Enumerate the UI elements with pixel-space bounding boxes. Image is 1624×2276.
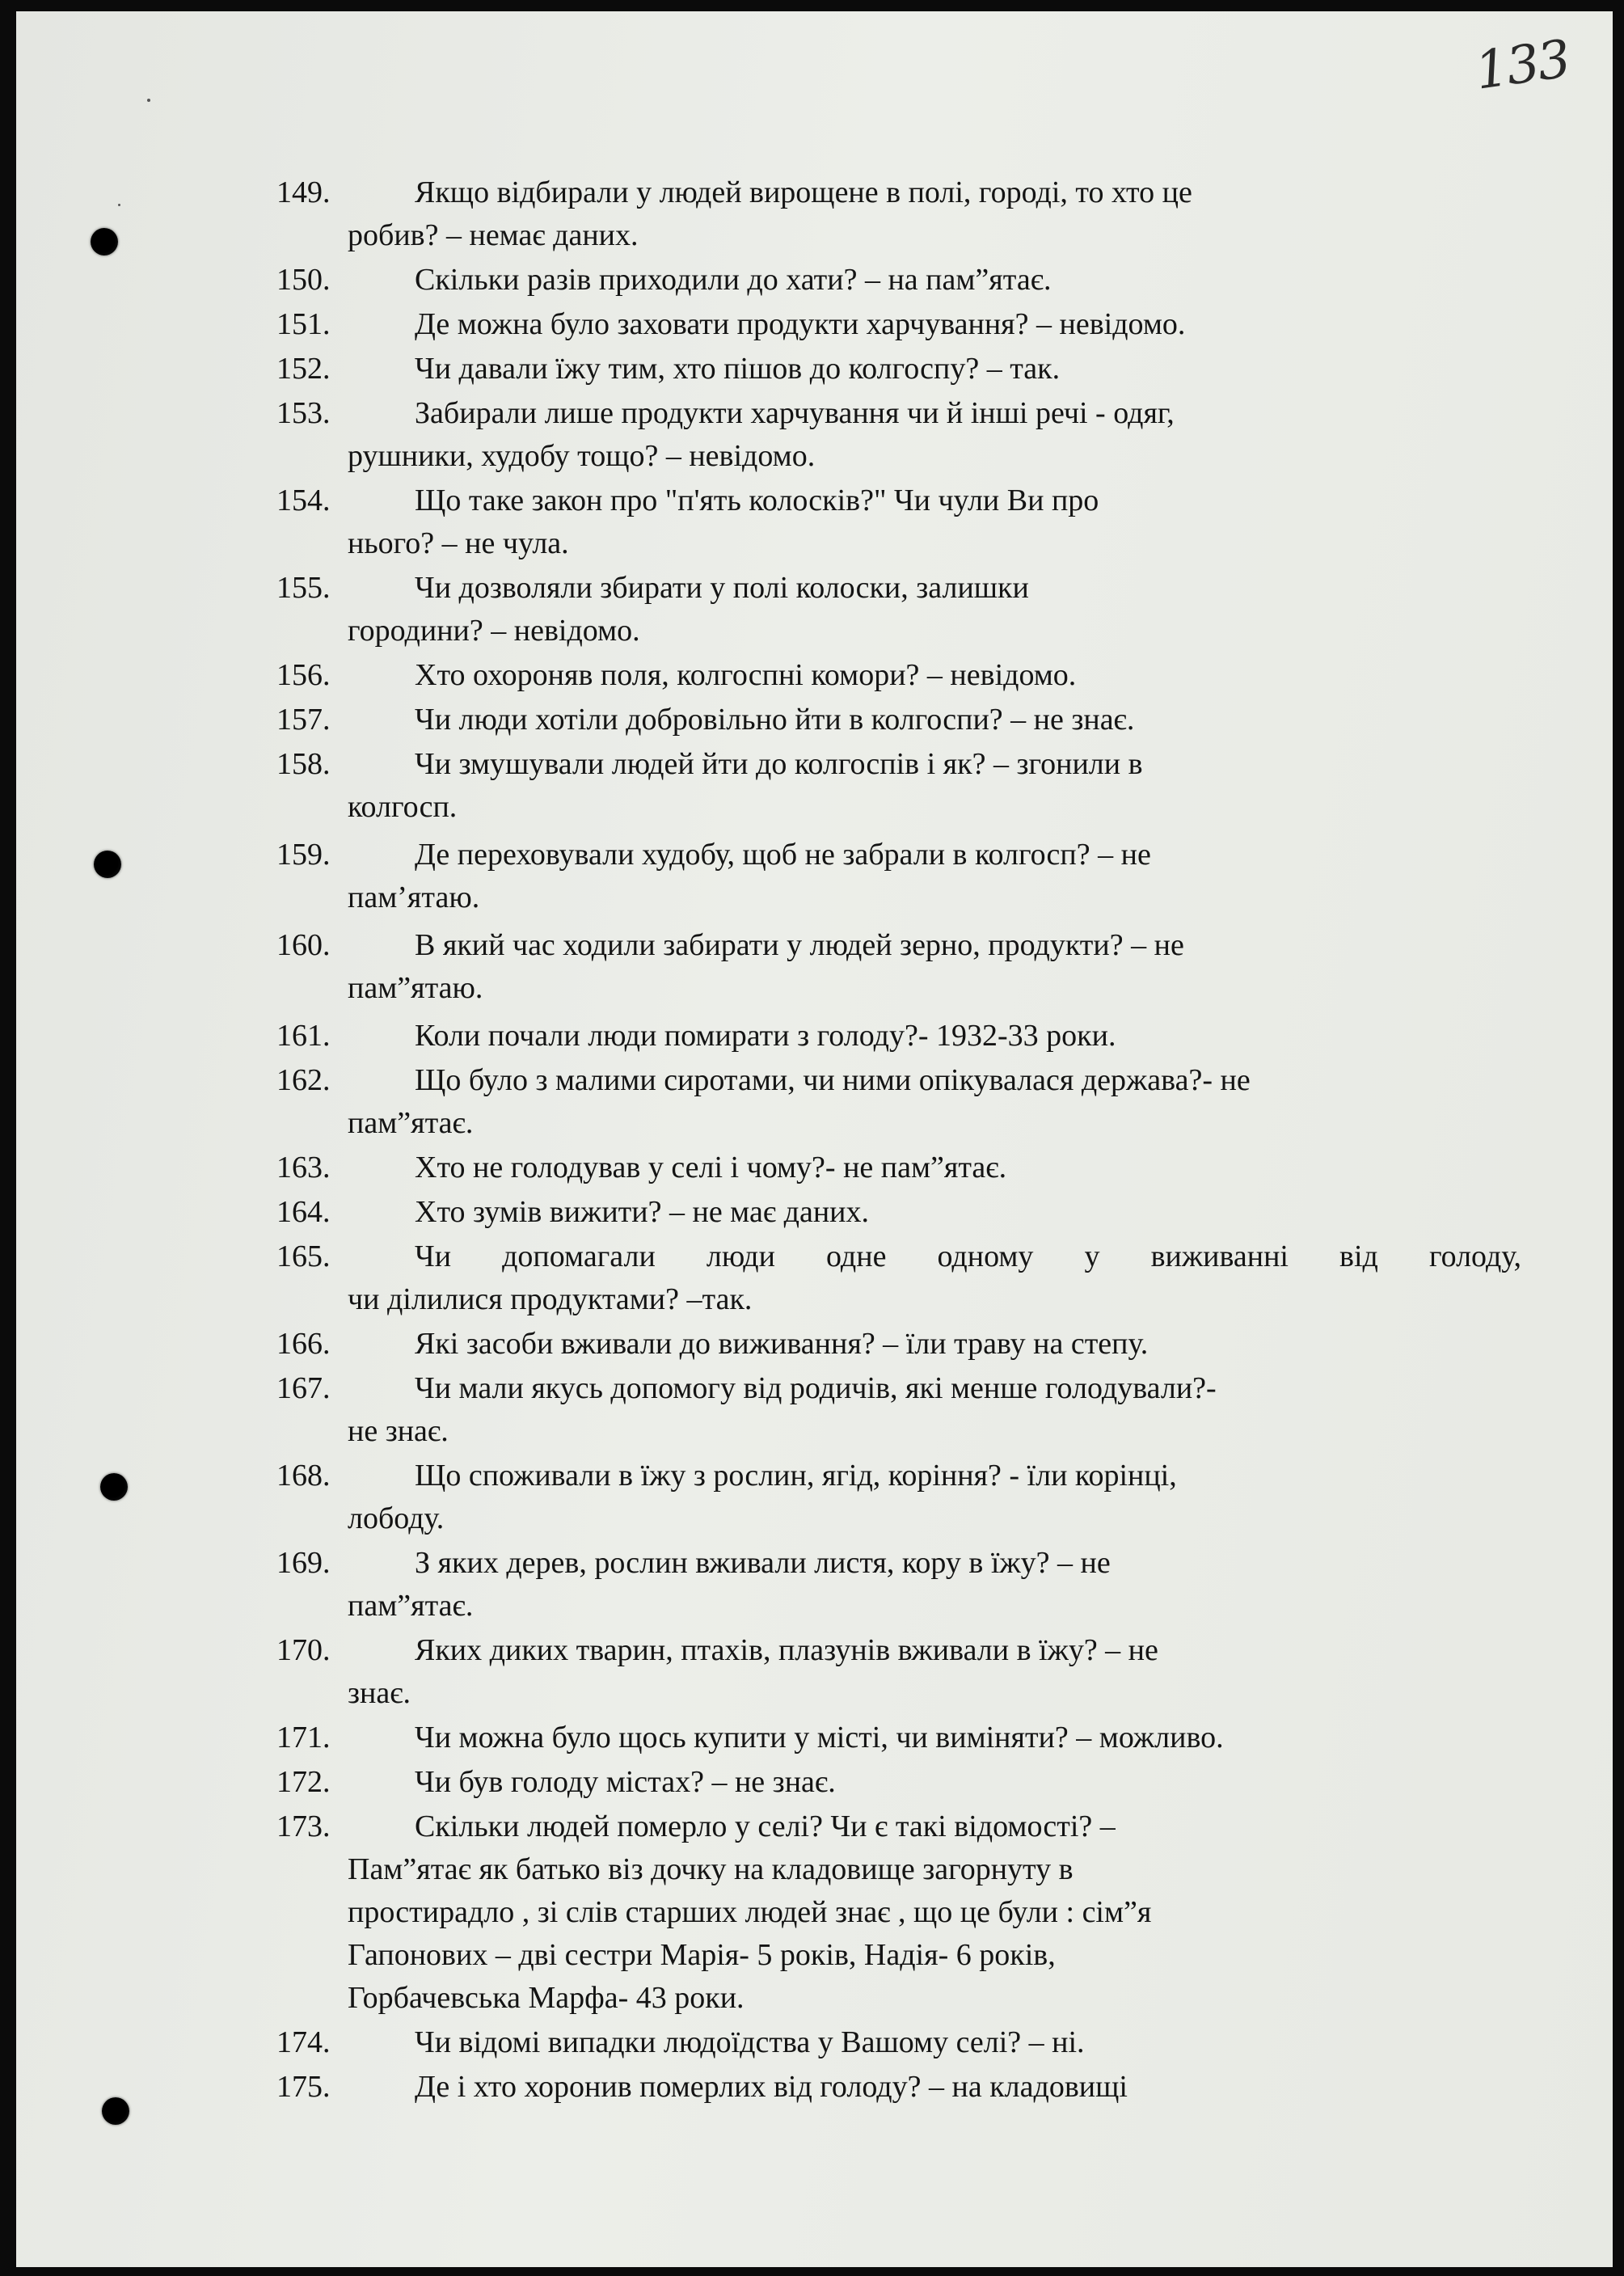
question-text: В який час ходили забирати у людей зерно, продукти? – не <box>415 928 1184 962</box>
question-text: Де можна було заховати продукти харчування? – невідомо. <box>415 307 1186 341</box>
question-number: 164. <box>276 1195 331 1229</box>
question-entry <box>276 654 1521 697</box>
question-number: 158. <box>276 747 331 781</box>
punch-hole <box>102 2097 129 2125</box>
question-entry <box>276 1015 1521 1058</box>
question-number: 155. <box>276 571 331 605</box>
entry-first-line <box>276 1323 1521 1366</box>
question-text: Чи змушували людей йти до колгоспів і як? – згонили в <box>415 747 1143 781</box>
question-text: Чи мали якусь допомогу від родичів, які менше голодували?- <box>415 1371 1217 1405</box>
question-text: Скільки людей померло у селі? Чи є такі відомості? – <box>415 1809 1116 1843</box>
question-number: 174. <box>276 2025 331 2059</box>
handwritten-page-number: 133 <box>1471 29 1573 102</box>
entry-first-line <box>276 1015 1521 1058</box>
question-entry <box>276 1059 1521 1145</box>
question-number: 171. <box>276 1721 331 1755</box>
question-continuation: колгосп. <box>348 790 458 824</box>
question-number: 163. <box>276 1151 331 1184</box>
question-entry <box>276 1805 1521 2020</box>
questionnaire-entries <box>276 171 1521 2110</box>
entry-first-line <box>276 392 1521 435</box>
question-number: 149. <box>276 175 331 209</box>
question-continuation: нього? – не чула. <box>348 526 569 560</box>
question-number: 165. <box>276 1239 331 1273</box>
question-entry <box>276 1542 1521 1628</box>
question-entry <box>276 924 1521 1010</box>
question-number: 160. <box>276 928 331 962</box>
question-entry <box>276 2066 1521 2109</box>
question-number: 157. <box>276 703 331 737</box>
question-entry <box>276 1455 1521 1540</box>
question-text: Чи можна було щось купити у місті, чи виміняти? – можливо. <box>415 1721 1224 1755</box>
question-text: Чи дозволяли збирати у полі колоски, залишки <box>415 571 1029 605</box>
entry-first-line <box>276 1455 1521 1497</box>
question-text: Чи давали їжу тим, хто пішов до колгоспу? – так. <box>415 352 1061 386</box>
question-entry <box>276 1191 1521 1234</box>
question-number: 154. <box>276 483 331 517</box>
question-continuation: чи ділилися продуктами? –так. <box>348 1282 753 1316</box>
question-text: Хто зумів вижити? – не має даних. <box>415 1195 870 1229</box>
question-text: Хто не голодував у селі і чому?- не пам”ятає. <box>415 1151 1007 1184</box>
question-number: 162. <box>276 1063 331 1097</box>
entry-first-line <box>276 171 1521 214</box>
question-entry <box>276 2021 1521 2064</box>
question-number: 166. <box>276 1327 331 1361</box>
question-number: 173. <box>276 1809 331 1843</box>
question-number: 168. <box>276 1459 331 1493</box>
question-continuation: пам’ятаю. <box>348 880 480 914</box>
question-text: Яких диких тварин, птахів, плазунів вживали в їжу? – не <box>415 1633 1158 1667</box>
entry-first-line <box>276 1367 1521 1410</box>
question-text: Хто охороняв поля, колгоспні комори? – невідомо. <box>415 658 1077 692</box>
question-entry <box>276 1629 1521 1715</box>
question-entry <box>276 743 1521 829</box>
question-continuation: рушники, худобу тощо? – невідомо. <box>348 439 816 473</box>
question-text: Скільки разів приходили до хати? – на пам”ятає. <box>415 263 1052 297</box>
entry-first-line <box>276 2066 1521 2109</box>
question-text: Де переховували худобу, щоб не забрали в колгосп? – не <box>415 838 1151 872</box>
question-entry <box>276 303 1521 346</box>
entry-first-line <box>276 834 1521 876</box>
question-continuation: лободу. <box>348 1501 445 1535</box>
question-continuation: простирадло , зі слів старших людей знає , що це були : сім”я <box>348 1895 1152 1929</box>
question-text: Чи відомі випадки людоїдства у Вашому селі? – ні. <box>415 2025 1085 2059</box>
entry-first-line <box>276 924 1521 967</box>
question-number: 151. <box>276 307 331 341</box>
entry-first-line <box>276 1059 1521 1102</box>
paper-speck <box>147 99 150 102</box>
entry-first-line <box>276 1629 1521 1672</box>
entry-first-line <box>276 699 1521 741</box>
question-text: Чи був голоду містах? – не знає. <box>415 1765 836 1799</box>
question-entry <box>276 699 1521 741</box>
punch-hole <box>91 228 118 255</box>
question-continuation: пам”ятаю. <box>348 971 483 1005</box>
question-continuation: робив? – немає даних. <box>348 218 639 252</box>
question-text: Чи люди хотіли добровільно йти в колгоспи? – не знає. <box>415 703 1135 737</box>
entry-first-line <box>276 348 1521 391</box>
question-number: 161. <box>276 1019 331 1053</box>
question-number: 167. <box>276 1371 331 1405</box>
question-continuation: не знає. <box>348 1414 449 1448</box>
question-continuation: пам”ятає. <box>348 1589 474 1623</box>
question-continuation: Пам”ятає як батько віз дочку на кладовище загорнуту в <box>348 1852 1074 1886</box>
entry-first-line <box>276 743 1521 786</box>
question-entry <box>276 171 1521 257</box>
entry-first-line <box>276 1235 1521 1278</box>
question-entry <box>276 1367 1521 1453</box>
punch-hole <box>94 851 121 878</box>
question-entry <box>276 1717 1521 1759</box>
question-number: 170. <box>276 1633 331 1667</box>
entry-first-line <box>276 1717 1521 1759</box>
question-number: 152. <box>276 352 331 386</box>
entry-first-line <box>276 1805 1521 1848</box>
question-entry <box>276 259 1521 302</box>
question-number: 172. <box>276 1765 331 1799</box>
question-entry <box>276 1235 1521 1321</box>
question-text: З яких дерев, рослин вживали листя, кору в їжу? – не <box>415 1546 1111 1580</box>
question-number: 150. <box>276 263 331 297</box>
question-text: Забирали лише продукти харчування чи й інші речі - одяг, <box>415 396 1175 430</box>
question-text: Які засоби вживали до виживання? – їли траву на степу. <box>415 1327 1149 1361</box>
question-continuation: Горбачевська Марфа- 43 роки. <box>348 1981 745 2015</box>
question-text: Чи допомагали люди одне одному у виживанні від голоду, <box>415 1239 1521 1273</box>
question-entry <box>276 479 1521 565</box>
question-continuation: городини? – невідомо. <box>348 614 640 648</box>
question-entry <box>276 834 1521 919</box>
document-page <box>16 11 1613 2267</box>
question-entry <box>276 1323 1521 1366</box>
question-text: Якщо відбирали у людей вирощене в полі, городі, то хто це <box>415 175 1192 209</box>
question-number: 159. <box>276 838 331 872</box>
question-entry <box>276 348 1521 391</box>
entry-first-line <box>276 567 1521 610</box>
question-number: 169. <box>276 1546 331 1580</box>
punch-hole <box>100 1473 128 1501</box>
entry-first-line <box>276 1542 1521 1585</box>
question-text: Що таке закон про "п'ять колосків?" Чи чули Ви про <box>415 483 1099 517</box>
question-text: Що споживали в їжу з рослин, ягід, коріння? - їли корінці, <box>415 1459 1177 1493</box>
question-entry <box>276 1761 1521 1804</box>
question-continuation: пам”ятає. <box>348 1106 474 1140</box>
question-entry <box>276 567 1521 652</box>
question-entry <box>276 1146 1521 1189</box>
question-number: 153. <box>276 396 331 430</box>
question-text: Коли почали люди помирати з голоду?- 1932-33 роки. <box>415 1019 1116 1053</box>
question-number: 175. <box>276 2070 331 2104</box>
question-continuation: знає. <box>348 1676 411 1710</box>
entry-first-line <box>276 654 1521 697</box>
entry-first-line <box>276 1191 1521 1234</box>
question-continuation: Гапонових – дві сестри Марія- 5 років, Надія- 6 років, <box>348 1938 1056 1972</box>
entry-first-line <box>276 1146 1521 1189</box>
entry-first-line <box>276 259 1521 302</box>
entry-first-line <box>276 303 1521 346</box>
entry-first-line <box>276 2021 1521 2064</box>
question-number: 156. <box>276 658 331 692</box>
question-text: Де і хто хоронив померлих від голоду? – на кладовищі <box>415 2070 1128 2104</box>
entry-first-line <box>276 1761 1521 1804</box>
paper-speck <box>118 204 120 206</box>
question-entry <box>276 392 1521 478</box>
question-text: Що було з малими сиротами, чи ними опікувалася держава?- не <box>415 1063 1251 1097</box>
entry-first-line <box>276 479 1521 522</box>
